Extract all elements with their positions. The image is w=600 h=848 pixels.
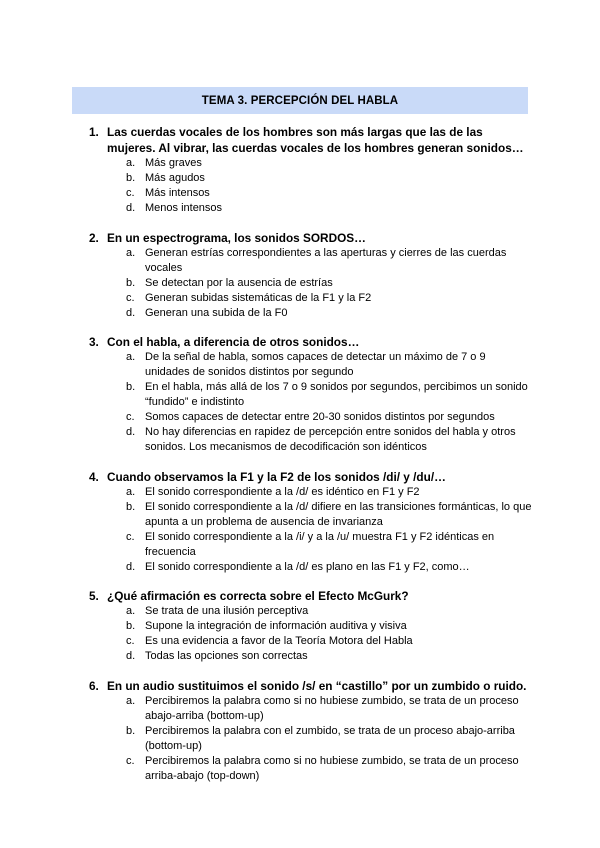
option-letter: d.	[126, 202, 136, 214]
answer-option	[72, 619, 532, 634]
question-text: Las cuerdas vocales de los hombres son más largas que las de las mujeres. Al vibrar, las cuerdas vocales de los hombres generan sonidos…	[107, 125, 524, 155]
answer-option	[72, 201, 532, 216]
option-letter: a.	[126, 157, 136, 169]
question-number: 1.	[89, 125, 99, 139]
answer-option	[72, 604, 532, 619]
question-number: 5.	[89, 589, 99, 603]
question-heading	[72, 469, 532, 485]
option-letter: b.	[126, 276, 136, 289]
question-heading	[72, 124, 532, 156]
option-list	[72, 156, 532, 216]
answer-option	[72, 724, 532, 754]
option-text: Generan una subida de la F0	[145, 306, 288, 319]
option-text: Más graves	[145, 157, 202, 169]
option-letter: d.	[126, 306, 136, 319]
document-title-bar	[72, 87, 528, 114]
answer-option	[72, 156, 532, 171]
option-text: Todas las opciones son correctas	[145, 650, 308, 662]
option-text: En el habla, más allá de los 7 o 9 sonidos por segundos, percibimos un sonido “fundido” e indistinto	[145, 381, 528, 408]
option-letter: c.	[126, 754, 135, 767]
option-letter: b.	[126, 172, 136, 184]
question-text: En un audio sustituimos el sonido /s/ en “castillo” por un zumbido o ruido.	[107, 678, 527, 693]
option-text: Percibiremos la palabra como si no hubiese zumbido, se trata de un proceso arriba-abajo (top-down)	[145, 754, 519, 782]
option-text: El sonido correspondiente a la /d/ difiere en las transiciones formánticas, lo que apunta a un problema de ausencia de invarianza	[145, 500, 532, 528]
option-letter: b.	[126, 500, 136, 513]
question-2	[72, 230, 532, 321]
answer-option	[72, 560, 532, 575]
option-list	[72, 604, 532, 664]
option-list	[72, 246, 532, 321]
option-text: El sonido correspondiente a la /i/ y a la /u/ muestra F1 y F2 idénticas en frecuencia	[145, 530, 495, 558]
answer-option	[72, 291, 532, 306]
answer-option	[72, 186, 532, 201]
option-text: Somos capaces de detectar entre 20-30 sonidos distintos por segundos	[145, 411, 495, 423]
answer-option	[72, 754, 532, 784]
option-text: Percibiremos la palabra como si no hubiese zumbido, se trata de un proceso abajo-arriba (bottom-up)	[145, 694, 519, 722]
option-letter: c.	[126, 187, 135, 199]
answer-option	[72, 694, 532, 724]
question-heading	[72, 230, 532, 246]
option-text: De la señal de habla, somos capaces de detectar un máximo de 7 o 9 unidades de sonidos distintos por segundo	[145, 351, 486, 378]
question-6	[72, 678, 532, 784]
question-number: 6.	[89, 678, 99, 693]
option-text: Generan estrías correspondientes a las aperturas y cierres de las cuerdas vocales	[145, 246, 507, 274]
answer-option	[72, 410, 532, 425]
option-text: Generan subidas sistemáticas de la F1 y la F2	[145, 291, 372, 304]
option-letter: c.	[126, 530, 135, 543]
answer-option	[72, 500, 532, 530]
answer-option	[72, 530, 532, 560]
option-text: Más agudos	[145, 172, 205, 184]
option-letter: b.	[126, 724, 136, 737]
option-text: Menos intensos	[145, 202, 223, 214]
answer-option	[72, 276, 532, 291]
answer-option	[72, 485, 532, 500]
question-heading	[72, 334, 532, 350]
option-list	[72, 694, 532, 784]
question-number: 2.	[89, 230, 99, 245]
question-text: ¿Qué afirmación es correcta sobre el Efecto McGurk?	[107, 589, 409, 603]
question-5	[72, 588, 532, 664]
answer-option	[72, 246, 532, 276]
answer-option	[72, 350, 532, 380]
option-list	[72, 350, 532, 455]
option-letter: b.	[126, 381, 136, 393]
question-text: Con el habla, a diferencia de otros sonidos…	[107, 335, 360, 349]
option-text: Supone la integración de información auditiva y visiva	[145, 620, 407, 632]
question-list	[72, 124, 532, 797]
option-letter: a.	[126, 694, 136, 707]
option-letter: a.	[126, 485, 136, 498]
question-text: En un espectrograma, los sonidos SORDOS…	[107, 230, 366, 245]
option-letter: c.	[126, 635, 135, 647]
option-list	[72, 485, 532, 575]
answer-option	[72, 634, 532, 649]
option-text: Se detectan por la ausencia de estrías	[145, 276, 333, 289]
option-letter: d.	[126, 650, 136, 662]
document-title: TEMA 3. PERCEPCIÓN DEL HABLA	[201, 94, 399, 107]
answer-option	[72, 171, 532, 186]
question-3	[72, 334, 532, 455]
option-text: Más intensos	[145, 187, 210, 199]
option-text: Percibiremos la palabra con el zumbido, se trata de un proceso abajo-arriba (bottom-up)	[145, 724, 515, 752]
question-number: 3.	[89, 335, 99, 349]
question-4	[72, 469, 532, 575]
option-letter: b.	[126, 620, 136, 632]
option-letter: c.	[126, 291, 135, 304]
answer-option	[72, 649, 532, 664]
option-text: Es una evidencia a favor de la Teoría Motora del Habla	[145, 635, 413, 647]
answer-option	[72, 306, 532, 321]
option-letter: c.	[126, 411, 135, 423]
option-letter: d.	[126, 426, 136, 438]
option-text: El sonido correspondiente a la /d/ es plano en las F1 y F2, como…	[145, 560, 470, 573]
option-letter: d.	[126, 560, 136, 573]
option-text: El sonido correspondiente a la /d/ es idéntico en F1 y F2	[145, 485, 420, 498]
option-text: Se trata de una ilusión perceptiva	[145, 605, 309, 617]
option-text: No hay diferencias en rapidez de percepción entre sonidos del habla y otros sonidos. Los mecanismos de decodificación son idénticos	[145, 426, 516, 453]
question-heading	[72, 678, 532, 694]
answer-option	[72, 380, 532, 410]
answer-option	[72, 425, 532, 455]
option-letter: a.	[126, 605, 136, 617]
option-letter: a.	[126, 246, 136, 259]
question-1	[72, 124, 532, 216]
option-letter: a.	[126, 351, 136, 363]
question-text: Cuando observamos la F1 y la F2 de los sonidos /di/ y /du/…	[107, 469, 446, 484]
question-heading	[72, 588, 532, 604]
question-number: 4.	[89, 469, 99, 484]
